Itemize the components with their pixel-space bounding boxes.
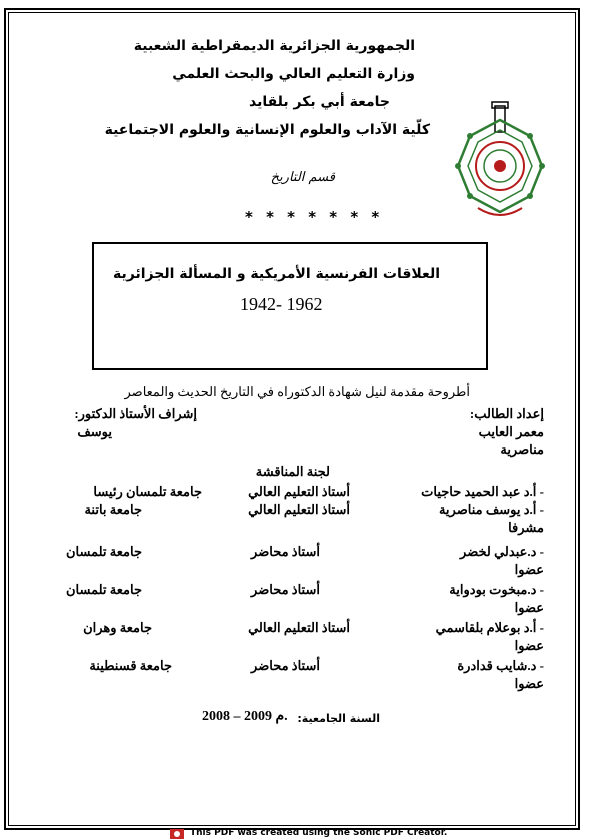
- member-name: - أ.د بوعلام بلقاسمي: [435, 620, 544, 635]
- member-university: جامعة قسنطينة: [89, 658, 172, 673]
- university-heading: جامعة أبي بكر بلقايد: [248, 94, 390, 110]
- supervisor-label: إشراف الأستاذ الدكتور:: [74, 406, 197, 421]
- member-university: جامعة وهران: [83, 620, 152, 635]
- member-rank: أستاذ محاضر: [251, 544, 320, 559]
- department-label: قسم التاريخ: [270, 170, 335, 185]
- thesis-years: 1942- 1962: [240, 294, 323, 314]
- member-university: جامعة تلمسان رئيسا: [93, 484, 202, 499]
- student-label: إعداد الطالب:: [469, 406, 544, 421]
- university-emblem-icon: [448, 100, 552, 224]
- supervisor-first-name: يوسف: [77, 424, 112, 439]
- student-name: معمر العايب: [478, 424, 544, 439]
- member-name: - أ.د عبد الحميد حاجيات: [421, 484, 544, 499]
- academic-year-label: السنة الجامعية:: [297, 712, 380, 725]
- member-rank: أستاذ التعليم العالي: [248, 484, 350, 499]
- member-university: جامعة تلمسان: [66, 544, 142, 559]
- faculty-heading: كلّية الآداب والعلوم الإنسانية والعلوم الاجتماعية: [104, 122, 430, 138]
- member-role: عضوا: [514, 676, 544, 691]
- thesis-description: أطروحة مقدمة لنيل شهادة الدكتوراه في التاريخ الحديث والمعاصر: [124, 384, 470, 399]
- member-rank: أستاذ محاضر: [251, 658, 320, 673]
- member-university: جامعة باتنة: [84, 502, 142, 517]
- member-name: - د.مبخوت بودواية: [449, 582, 544, 597]
- supervisor-last-name: مناصرية: [500, 442, 544, 457]
- member-role: عضوا: [514, 562, 544, 577]
- member-role: مشرفا: [508, 520, 544, 535]
- member-role: عضوا: [514, 600, 544, 615]
- thesis-title: العلاقات الفرنسية الأمريكية و المسألة الجزائرية: [113, 266, 440, 282]
- pdf-creator-notice: This PDF was created using the Sonic PDF Creator.: [190, 828, 448, 838]
- member-rank: أستاذ التعليم العالي: [248, 620, 350, 635]
- ministry-heading: وزارة التعليم العالي والبحث العلمي: [172, 66, 415, 82]
- member-name: - د.شايب قدادرة: [457, 658, 544, 673]
- committee-title: لجنة المناقشة: [255, 464, 330, 479]
- member-name: - أ.د يوسف مناصرية: [438, 502, 544, 517]
- member-university: جامعة تلمسان: [66, 582, 142, 597]
- academic-year-value: 2008 – 2009 م.: [202, 709, 288, 724]
- member-rank: أستاذ التعليم العالي: [248, 502, 350, 517]
- member-rank: أستاذ محاضر: [251, 582, 320, 597]
- member-role: عضوا: [514, 638, 544, 653]
- thesis-title-box: [92, 242, 488, 370]
- member-name: - د.عبدلي لخضر: [460, 544, 544, 559]
- republic-heading: الجمهورية الجزائرية الديمقراطية الشعبية: [133, 38, 415, 54]
- stars-separator: * * * * * * *: [245, 208, 384, 226]
